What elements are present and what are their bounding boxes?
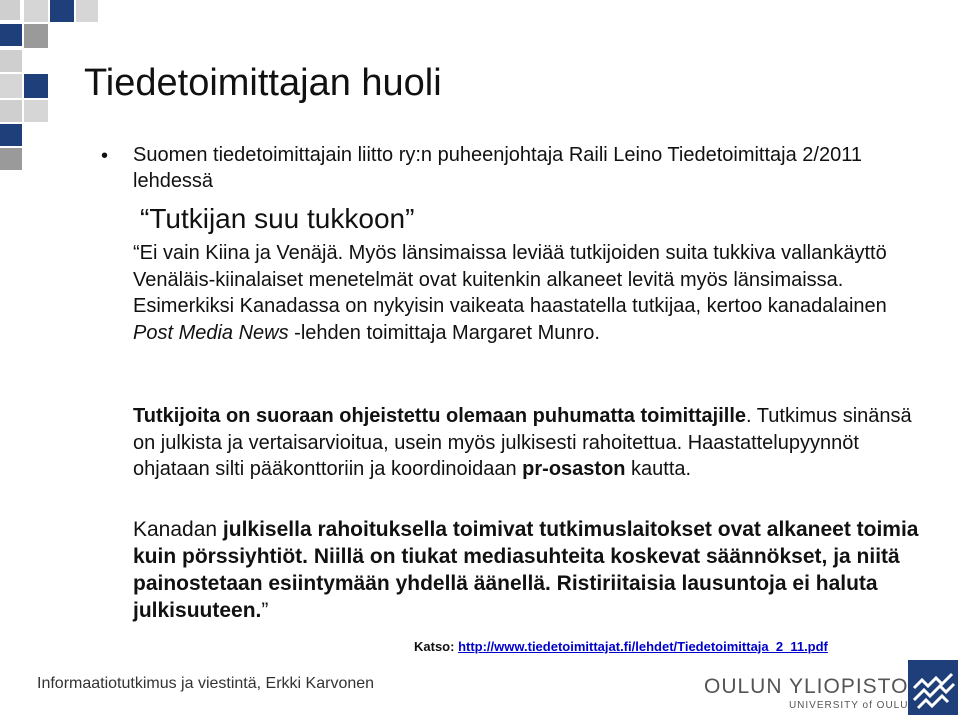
para3-end: ” [261,599,269,622]
reference-label: Katso: [414,639,459,654]
slide-title: Tiedetoimittajan huoli [84,62,442,104]
para2-end: kautta. [625,458,692,480]
university-logo-text [704,675,908,711]
decor-square [0,24,22,46]
decor-square [0,148,22,170]
quote-paragraph-2 [133,403,923,483]
para1-text: Venäläis-kiinalaiset menetelmät ovat kuitenkin alkaneet levitä myös länsimaissa. Esimerkiksi Kanadassa on nykyisin vaikeata haastatella tutkijaa, kertoo kanadalainen [133,268,887,317]
logo-sub: UNIVERSITY of OULU [788,700,909,711]
decor-square [24,100,48,122]
reference-link[interactable]: http://www.tiedetoimittajat.fi/lehdet/Tiedetoimittaja_2_11.pdf [458,639,828,654]
decor-square [24,0,48,22]
quote-headline: “Tutkijan suu tukkoon” [140,203,415,234]
para2-bold-2: pr-osaston [522,458,626,480]
university-emblem-icon [908,660,958,715]
footer-text: Informaatiotutkimus ja viestintä, Erkki Karvonen [37,675,375,692]
reference [414,639,828,654]
para2-text: . Tutkimus sinänsä on julkista ja vertaisarvioitua, usein myös julkisesti rahoitettua. Haastattelupyynnöt ohjataan silti pääkonttoriin ja koordinoidaan [133,405,912,480]
decor-square [24,24,48,48]
para3-start: Kanadan [133,518,223,541]
logo-main: OULUN YLIOPISTO [704,675,909,698]
para1-italic: Post Media News [133,321,289,344]
quote-paragraph-1 [133,240,923,346]
para1-line1: “Ei vain Kiina ja Venäjä. Myös länsimaissa leviää tutkijoiden suita tukkiva vallankäyttö [133,242,887,264]
para1-body [133,267,923,347]
decor-square [50,0,74,22]
decor-square [0,124,22,146]
quote-paragraph-3 [133,516,933,624]
decor-square [0,50,22,72]
decor-square [76,0,98,22]
para1-end: -lehden toimittaja Margaret Munro. [288,321,600,344]
bullet-icon: • [101,145,109,167]
decor-square [0,0,20,20]
intro-text: Suomen tiedetoimittajain liitto ry:n puheenjohtaja Raili Leino Tiedetoimittaja 2/2011 lehdessä [133,144,862,192]
para2-bold: Tutkijoita on suoraan ohjeistettu olemaan puhumatta toimittajille [133,405,747,427]
decor-square [0,100,22,122]
decor-square [24,74,48,98]
para3-bold: julkisella rahoituksella toimivat tutkimuslaitokset ovat alkaneet toimia kuin pörssiyhtiöt. Niillä on tiukat mediasuhteita koskevat säännökset, ja niitä painostetaan esiintymään yhdellä äänellä. Ristiriitaisia lausuntoja ei haluta julkisuuteen. [133,518,919,622]
decor-square [0,74,22,98]
